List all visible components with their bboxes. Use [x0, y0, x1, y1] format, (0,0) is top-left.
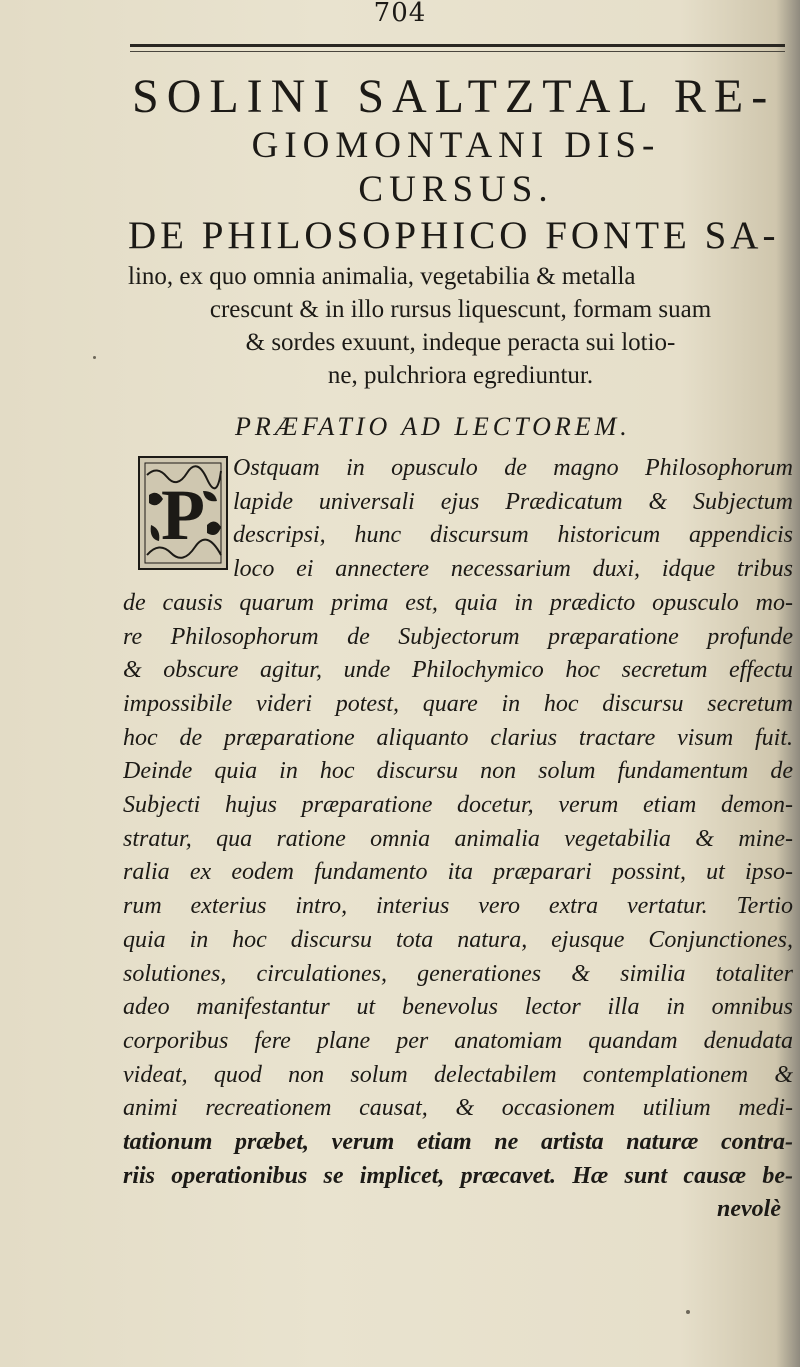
body-line: loco ei annectere necessarium duxi, idque tribus [233, 556, 793, 583]
header-rule [130, 44, 785, 47]
body-line: animi recreationem causat, & occasionem utilium medi- [123, 1095, 793, 1122]
body-line: ralia ex eodem fundamento ita præparari possint, ut ipso- [123, 859, 793, 886]
body-line: solutiones, circulationes, generationes & similia totaliter [123, 960, 793, 987]
preface-body [123, 452, 793, 1227]
body-line: Ostquam in opusculo de magno Philosophorum [233, 455, 793, 481]
paper-speck [686, 1310, 690, 1314]
preface-heading: PRÆFATIO AD LECTOREM. [235, 412, 631, 441]
body-line: videat, quod non solum delectabilem contemplationem & [123, 1061, 793, 1088]
body-line: stratur, qua ratione omnia animalia vegetabilia & mine- [123, 825, 793, 852]
body-line: adeo manifestantur ut benevolus lector illa in omnibus [123, 994, 793, 1021]
subtitle-line: ne, pulchriora egrediuntur. [327, 362, 594, 389]
body-line: re Philosophorum de Subjectorum præparatione profunde [123, 623, 793, 650]
body-line: riis operationibus se implicet, præcavet. Hæ sunt causæ be- [123, 1162, 793, 1189]
subtitle-line: lino, ex quo omnia animalia, vegetabilia & metalla [128, 263, 636, 290]
body-line: hoc de præparatione aliquanto clarius tractare visum fuit. [123, 724, 793, 751]
page-number: 704 [373, 0, 427, 28]
catchword: nevolè [717, 1196, 781, 1223]
body-line: Subjecti hujus præparatione docetur, verum etiam demon- [123, 792, 793, 819]
body-line: lapide universali ejus Prædicatum & Subjectum [233, 488, 793, 515]
body-line: & obscure agitur, unde Philochymico hoc secretum effectu [123, 657, 793, 684]
title-line-2: GIOMONTANI DIS- [251, 125, 661, 166]
body-line: de causis quarum prima est, quia in prædicto opusculo mo- [123, 589, 793, 616]
header-rule-thin [130, 51, 785, 52]
body-line: impossibile videri potest, quare in hoc discursu secretum [123, 690, 793, 717]
paper-speck [93, 356, 96, 359]
subtitle-heading: DE PHILOSOPHICO FONTE SA- [128, 214, 780, 257]
title-block [120, 70, 792, 212]
body-line: descripsi, hunc discursum historicum appendicis [233, 522, 793, 549]
subtitle-block [128, 212, 793, 392]
body-line: Deinde quia in hoc discursu non solum fundamentum de [123, 758, 793, 785]
subtitle-line: crescunt & in illo rursus liquescunt, formam suam [209, 296, 712, 323]
title-line-3: CURSUS. [358, 169, 554, 210]
body-line: quia in hoc discursu tota natura, ejusque Conjunctiones, [123, 926, 793, 953]
drop-cap-letter: P [161, 475, 205, 555]
title-line-1: SOLINI SALTZTAL RE- [132, 70, 776, 123]
subtitle-line: & sordes exuunt, indeque peracta sui lotio- [245, 329, 676, 356]
body-line: corporibus fere plane per anatomiam quandam denudata [123, 1027, 793, 1054]
body-line: rum exterius intro, interius vero extra vertatur. Tertio [123, 893, 793, 920]
body-line: tationum præbet, verum etiam ne artista naturæ contra- [123, 1129, 793, 1156]
